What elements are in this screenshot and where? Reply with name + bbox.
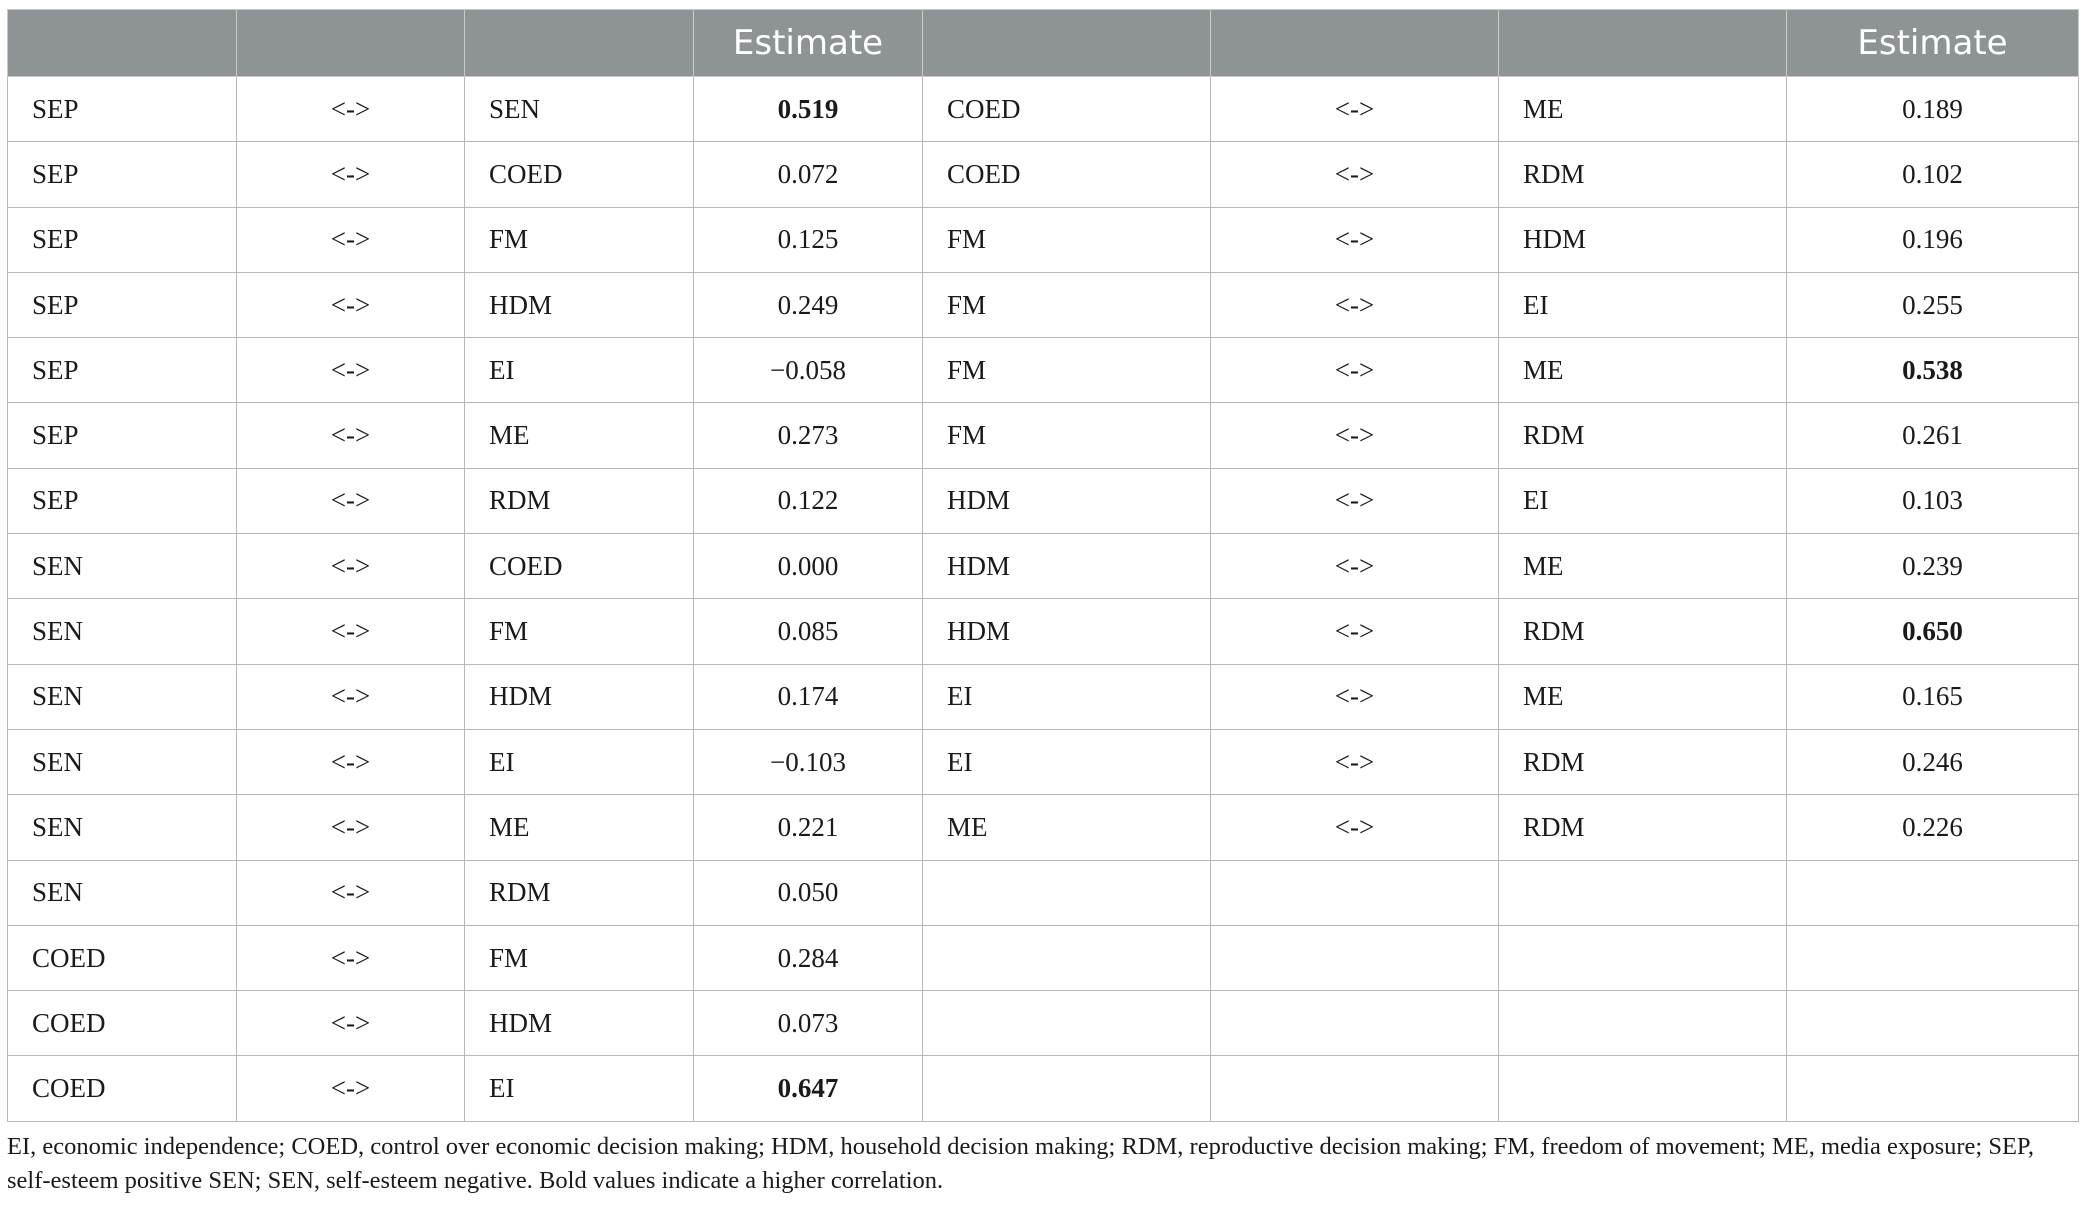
left-covariance-arrow: <-> <box>237 272 465 337</box>
left-estimate-value: 0.125 <box>694 207 923 272</box>
right-estimate-value: 0.196 <box>1787 207 2079 272</box>
right-variable-a <box>923 860 1211 925</box>
left-covariance-arrow: <-> <box>237 795 465 860</box>
right-variable-b <box>1499 991 1787 1056</box>
right-variable-a: COED <box>923 77 1211 142</box>
table-row <box>8 272 2079 337</box>
right-covariance-arrow <box>1211 925 1499 990</box>
table-row <box>8 207 2079 272</box>
header-cell <box>1499 10 1787 77</box>
header-estimate-right: Estimate <box>1787 10 2079 77</box>
left-variable-a: COED <box>8 925 237 990</box>
left-variable-b: RDM <box>465 468 694 533</box>
left-variable-a: SEN <box>8 534 237 599</box>
right-estimate-value <box>1787 1056 2079 1121</box>
left-estimate-value: 0.273 <box>694 403 923 468</box>
left-variable-b: EI <box>465 729 694 794</box>
right-estimate-value: 0.239 <box>1787 534 2079 599</box>
left-estimate-value: 0.249 <box>694 272 923 337</box>
left-covariance-arrow: <-> <box>237 991 465 1056</box>
left-covariance-arrow: <-> <box>237 860 465 925</box>
right-variable-a: FM <box>923 403 1211 468</box>
right-variable-a <box>923 925 1211 990</box>
right-estimate-value: 0.246 <box>1787 729 2079 794</box>
right-covariance-arrow: <-> <box>1211 534 1499 599</box>
left-estimate-value: 0.072 <box>694 142 923 207</box>
table-footnote: EI, economic independence; COED, control over economic decision making; HDM, household decision making; RDM, reproductive decision making; FM, freedom of movement; ME, media exposure; SEP, self-esteem positive SEN; SEN, self-esteem negative. Bold values indicate a higher correlation. <box>7 1133 2034 1194</box>
right-variable-a: EI <box>923 664 1211 729</box>
right-variable-b: EI <box>1499 468 1787 533</box>
header-cell <box>465 10 694 77</box>
right-covariance-arrow: <-> <box>1211 403 1499 468</box>
header-cell <box>923 10 1211 77</box>
header-estimate-left: Estimate <box>694 10 923 77</box>
left-covariance-arrow: <-> <box>237 207 465 272</box>
left-variable-b: ME <box>465 403 694 468</box>
left-variable-a: SEP <box>8 207 237 272</box>
right-variable-b: RDM <box>1499 142 1787 207</box>
right-variable-a: EI <box>923 729 1211 794</box>
table-row <box>8 991 2079 1056</box>
left-covariance-arrow: <-> <box>237 729 465 794</box>
left-estimate-value: 0.073 <box>694 991 923 1056</box>
right-variable-b: ME <box>1499 664 1787 729</box>
left-variable-b: FM <box>465 925 694 990</box>
left-variable-a: SEP <box>8 403 237 468</box>
right-estimate-value: 0.261 <box>1787 403 2079 468</box>
right-covariance-arrow: <-> <box>1211 729 1499 794</box>
right-estimate-value: 0.226 <box>1787 795 2079 860</box>
left-estimate-value: 0.221 <box>694 795 923 860</box>
left-estimate-value: −0.103 <box>694 729 923 794</box>
right-covariance-arrow: <-> <box>1211 77 1499 142</box>
left-covariance-arrow: <-> <box>237 403 465 468</box>
right-estimate-value <box>1787 860 2079 925</box>
right-variable-b: RDM <box>1499 795 1787 860</box>
right-variable-a: FM <box>923 207 1211 272</box>
correlation-table <box>7 9 2079 1122</box>
right-estimate-value: 0.538 <box>1787 338 2079 403</box>
left-variable-b: COED <box>465 142 694 207</box>
right-variable-b <box>1499 1056 1787 1121</box>
left-covariance-arrow: <-> <box>237 338 465 403</box>
right-estimate-value: 0.103 <box>1787 468 2079 533</box>
right-variable-b: ME <box>1499 534 1787 599</box>
header-cell <box>237 10 465 77</box>
right-estimate-value <box>1787 925 2079 990</box>
left-variable-b: RDM <box>465 860 694 925</box>
left-variable-a: SEP <box>8 142 237 207</box>
right-variable-a: HDM <box>923 534 1211 599</box>
right-covariance-arrow: <-> <box>1211 338 1499 403</box>
left-variable-a: SEN <box>8 795 237 860</box>
right-covariance-arrow: <-> <box>1211 468 1499 533</box>
table-row <box>8 403 2079 468</box>
right-variable-a <box>923 991 1211 1056</box>
right-variable-b: ME <box>1499 77 1787 142</box>
left-variable-b: EI <box>465 338 694 403</box>
left-covariance-arrow: <-> <box>237 468 465 533</box>
right-covariance-arrow: <-> <box>1211 795 1499 860</box>
right-estimate-value: 0.165 <box>1787 664 2079 729</box>
right-variable-a: COED <box>923 142 1211 207</box>
left-variable-b: EI <box>465 1056 694 1121</box>
left-estimate-value: 0.122 <box>694 468 923 533</box>
right-estimate-value: 0.102 <box>1787 142 2079 207</box>
right-variable-b: RDM <box>1499 729 1787 794</box>
right-covariance-arrow: <-> <box>1211 664 1499 729</box>
left-estimate-value: 0.647 <box>694 1056 923 1121</box>
right-variable-b <box>1499 860 1787 925</box>
left-variable-a: SEP <box>8 272 237 337</box>
left-variable-b: FM <box>465 207 694 272</box>
table-row <box>8 599 2079 664</box>
left-variable-a: SEP <box>8 77 237 142</box>
left-variable-a: COED <box>8 991 237 1056</box>
left-variable-b: HDM <box>465 272 694 337</box>
left-variable-b: SEN <box>465 77 694 142</box>
left-variable-b: HDM <box>465 664 694 729</box>
left-variable-a: COED <box>8 1056 237 1121</box>
left-variable-b: COED <box>465 534 694 599</box>
left-variable-a: SEN <box>8 729 237 794</box>
header-cell <box>8 10 237 77</box>
right-variable-b: RDM <box>1499 403 1787 468</box>
left-variable-b: ME <box>465 795 694 860</box>
table-row <box>8 142 2079 207</box>
left-covariance-arrow: <-> <box>237 599 465 664</box>
right-covariance-arrow <box>1211 991 1499 1056</box>
left-covariance-arrow: <-> <box>237 77 465 142</box>
left-covariance-arrow: <-> <box>237 534 465 599</box>
table-row <box>8 729 2079 794</box>
right-covariance-arrow: <-> <box>1211 599 1499 664</box>
right-variable-b: RDM <box>1499 599 1787 664</box>
right-covariance-arrow <box>1211 860 1499 925</box>
right-estimate-value: 0.255 <box>1787 272 2079 337</box>
table-container <box>7 9 2078 1122</box>
left-estimate-value: 0.000 <box>694 534 923 599</box>
table-body <box>8 77 2079 1122</box>
left-variable-a: SEN <box>8 599 237 664</box>
left-variable-a: SEN <box>8 860 237 925</box>
right-variable-b: EI <box>1499 272 1787 337</box>
right-covariance-arrow: <-> <box>1211 207 1499 272</box>
right-estimate-value <box>1787 991 2079 1056</box>
right-covariance-arrow: <-> <box>1211 142 1499 207</box>
left-estimate-value: 0.174 <box>694 664 923 729</box>
left-estimate-value: 0.284 <box>694 925 923 990</box>
table-row <box>8 860 2079 925</box>
right-covariance-arrow <box>1211 1056 1499 1121</box>
left-variable-a: SEP <box>8 468 237 533</box>
left-variable-a: SEP <box>8 338 237 403</box>
right-variable-a: ME <box>923 795 1211 860</box>
left-covariance-arrow: <-> <box>237 1056 465 1121</box>
right-variable-b: ME <box>1499 338 1787 403</box>
table-row <box>8 338 2079 403</box>
right-covariance-arrow: <-> <box>1211 272 1499 337</box>
left-variable-b: HDM <box>465 991 694 1056</box>
table-row <box>8 664 2079 729</box>
right-estimate-value: 0.650 <box>1787 599 2079 664</box>
right-variable-a: HDM <box>923 468 1211 533</box>
table-row <box>8 468 2079 533</box>
left-estimate-value: 0.519 <box>694 77 923 142</box>
right-variable-a: FM <box>923 338 1211 403</box>
left-covariance-arrow: <-> <box>237 142 465 207</box>
table-header-row <box>8 10 2079 77</box>
left-variable-b: FM <box>465 599 694 664</box>
right-variable-a: HDM <box>923 599 1211 664</box>
table-row <box>8 1056 2079 1121</box>
left-covariance-arrow: <-> <box>237 664 465 729</box>
right-variable-b <box>1499 925 1787 990</box>
table-row <box>8 534 2079 599</box>
left-estimate-value: 0.050 <box>694 860 923 925</box>
left-estimate-value: 0.085 <box>694 599 923 664</box>
left-estimate-value: −0.058 <box>694 338 923 403</box>
table-row <box>8 795 2079 860</box>
right-estimate-value: 0.189 <box>1787 77 2079 142</box>
right-variable-a: FM <box>923 272 1211 337</box>
left-variable-a: SEN <box>8 664 237 729</box>
table-row <box>8 925 2079 990</box>
right-variable-b: HDM <box>1499 207 1787 272</box>
right-variable-a <box>923 1056 1211 1121</box>
header-cell <box>1211 10 1499 77</box>
table-row <box>8 77 2079 142</box>
left-covariance-arrow: <-> <box>237 925 465 990</box>
